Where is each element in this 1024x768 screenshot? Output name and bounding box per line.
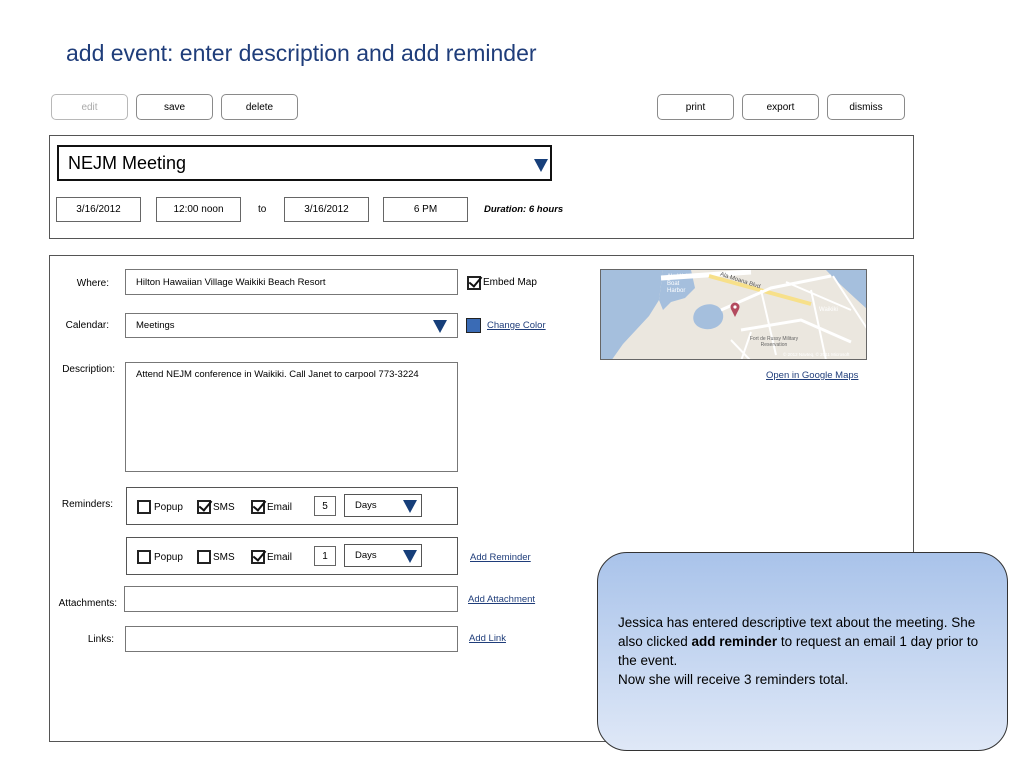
popup-checkbox[interactable] [137,500,151,514]
map-image [601,270,867,360]
description-text: Attend NEJM conference in Waikiki. Call Janet to carpool 773-3224 [136,369,419,380]
chevron-down-icon [534,159,548,172]
page-title: add event: enter description and add reminder [66,40,537,66]
add-link-link[interactable]: Add Link [469,633,506,644]
reminder-count-input[interactable]: 1 [314,546,336,566]
start-time-field[interactable]: 12:00 noon [156,197,241,222]
email-checkbox[interactable] [251,550,265,564]
reminder-unit-value: Days [355,500,377,511]
note-bold-text: add reminder [691,634,778,649]
reminder-count-input[interactable]: 5 [314,496,336,516]
calendar-color-swatch[interactable] [466,318,481,333]
reminder-row-2 [126,537,458,575]
reminders-label: Reminders: [61,499,113,510]
sms-label: SMS [213,552,235,563]
open-in-google-maps-link[interactable]: Open in Google Maps [766,370,859,381]
popup-label: Popup [154,552,183,563]
embed-map-checkbox[interactable] [467,276,481,290]
links-input[interactable] [125,626,458,652]
end-time-field[interactable]: 6 PM [383,197,468,222]
calendar-select[interactable] [125,313,458,338]
event-name: NEJM Meeting [68,153,187,173]
chevron-down-icon [403,500,417,513]
add-reminder-link[interactable]: Add Reminder [470,552,531,563]
reminder-unit-select[interactable] [344,494,422,517]
to-label: to [258,204,267,215]
dismiss-button[interactable]: dismiss [827,94,905,120]
add-attachment-link[interactable]: Add Attachment [468,594,536,605]
email-label: Email [267,502,293,513]
calendar-value: Meetings [136,320,175,331]
map-label-blvd: Ala Moana Blvd [719,271,761,291]
event-name-select[interactable] [57,145,552,181]
start-date-field[interactable]: 3/16/2012 [56,197,141,222]
reminder-unit-value: Days [355,550,377,561]
description-textarea[interactable] [125,362,458,472]
sms-checkbox[interactable] [197,550,211,564]
popup-label: Popup [154,502,183,513]
embed-map-label: Embed Map [483,277,537,288]
sms-checkbox[interactable] [197,500,211,514]
event-header-panel [49,135,914,239]
popup-checkbox[interactable] [137,550,151,564]
calendar-label: Calendar: [65,320,109,331]
note-text-2: to request an email 1 day prior to the event. [618,634,979,668]
attachments-label: Attachments: [58,598,117,609]
reminder-row-1 [126,487,458,525]
embedded-map[interactable] [600,269,867,360]
links-label: Links: [87,634,114,645]
end-date-field[interactable]: 3/16/2012 [284,197,369,222]
map-label-harbor: Ala Wai Boat Harbor [667,274,688,294]
email-label: Email [267,552,293,563]
delete-button[interactable]: delete [221,94,298,120]
chevron-down-icon [403,550,417,563]
reminder-unit-select[interactable] [344,544,422,567]
note-text-1: Jessica has entered descriptive text about the meeting. She also clicked [618,615,976,649]
change-color-link[interactable]: Change Color [487,320,546,331]
attachments-input[interactable] [124,586,458,612]
edit-button[interactable]: edit [51,94,128,120]
print-button[interactable]: print [657,94,734,120]
annotation-callout [597,552,1008,751]
where-input[interactable]: Hilton Hawaiian Village Waikiki Beach Resort [125,269,458,295]
sms-label: SMS [213,502,235,513]
email-checkbox[interactable] [251,500,265,514]
duration-text: Duration: 6 hours [484,204,564,215]
map-copyright: © 2012 Navteq, © 2011 Microsoft [783,352,850,357]
map-label-fort: Fort de Russy Military Reservation [749,336,799,348]
description-label: Description: [62,364,115,375]
note-text-3: Now she will receive 3 reminders total. [618,672,849,687]
map-label-waikiki: Waikiki [819,307,838,313]
chevron-down-icon [433,320,447,333]
export-button[interactable]: export [742,94,819,120]
where-label: Where: [76,278,109,289]
save-button[interactable]: save [136,94,213,120]
